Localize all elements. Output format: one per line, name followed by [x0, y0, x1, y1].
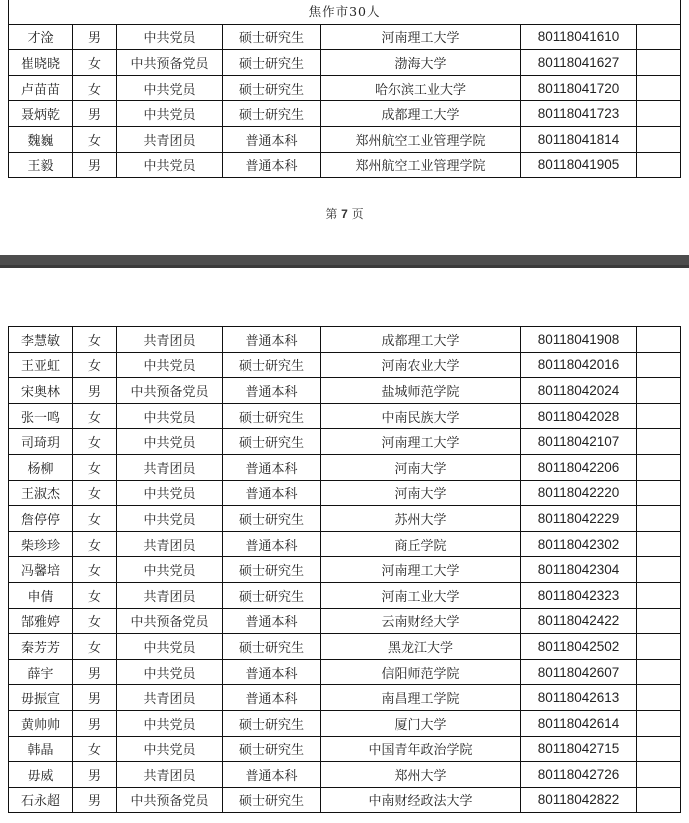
table-row	[9, 75, 681, 101]
school-cell: 河南大学	[321, 480, 521, 506]
school-cell: 郑州航空工业管理学院	[321, 152, 521, 178]
political-status-cell: 共青团员	[117, 685, 223, 711]
political-status-cell: 中共党员	[117, 403, 223, 429]
exam-id-cell: 80118042502	[521, 634, 637, 660]
education-cell: 硕士研究生	[223, 506, 321, 532]
name-cell: 卢苗苗	[9, 75, 73, 101]
blank-cell	[637, 327, 681, 353]
exam-id-cell: 80118042422	[521, 608, 637, 634]
blank-cell	[637, 531, 681, 557]
school-cell: 河南理工大学	[321, 429, 521, 455]
blank-cell	[637, 659, 681, 685]
political-status-cell: 共青团员	[117, 582, 223, 608]
school-cell: 河南大学	[321, 454, 521, 480]
group-header-cell: 焦作市30人	[9, 0, 681, 24]
gender-cell: 女	[73, 506, 117, 532]
footer-suffix: 页	[351, 207, 364, 221]
footer-prefix: 第	[325, 207, 338, 221]
political-status-cell: 共青团员	[117, 531, 223, 557]
name-cell: 詹停停	[9, 506, 73, 532]
gender-cell: 男	[73, 762, 117, 788]
blank-cell	[637, 582, 681, 608]
name-cell: 黄帅帅	[9, 710, 73, 736]
name-cell: 薛宇	[9, 659, 73, 685]
political-status-cell: 中共党员	[117, 101, 223, 127]
education-cell: 普通本科	[223, 659, 321, 685]
table-row	[9, 50, 681, 76]
exam-id-cell: 80118042614	[521, 710, 637, 736]
political-status-cell: 中共党员	[117, 75, 223, 101]
exam-id-cell: 80118042107	[521, 429, 637, 455]
name-cell: 冯馨培	[9, 557, 73, 583]
blank-cell	[637, 152, 681, 178]
name-cell: 韩晶	[9, 736, 73, 762]
school-cell: 中南民族大学	[321, 403, 521, 429]
school-cell: 渤海大学	[321, 50, 521, 76]
name-cell: 申倩	[9, 582, 73, 608]
school-cell: 厦门大学	[321, 710, 521, 736]
page-separator	[0, 255, 689, 268]
education-cell: 普通本科	[223, 327, 321, 353]
school-cell: 哈尔滨工业大学	[321, 75, 521, 101]
table-row	[9, 710, 681, 736]
blank-cell	[637, 710, 681, 736]
exam-id-cell: 80118042715	[521, 736, 637, 762]
name-cell: 毋振宣	[9, 685, 73, 711]
exam-id-cell: 80118041908	[521, 327, 637, 353]
exam-id-cell: 80118042229	[521, 506, 637, 532]
name-cell: 柴珍珍	[9, 531, 73, 557]
blank-cell	[637, 454, 681, 480]
education-cell: 硕士研究生	[223, 634, 321, 660]
school-cell: 苏州大学	[321, 506, 521, 532]
education-cell: 普通本科	[223, 480, 321, 506]
blank-cell	[637, 787, 681, 813]
exam-id-cell: 80118041720	[521, 75, 637, 101]
page-number-footer	[0, 205, 689, 222]
education-cell: 硕士研究生	[223, 403, 321, 429]
gender-cell: 女	[73, 634, 117, 660]
document-page-7	[0, 0, 689, 255]
blank-cell	[637, 685, 681, 711]
political-status-cell: 中共党员	[117, 710, 223, 736]
name-cell: 司琦玥	[9, 429, 73, 455]
gender-cell: 女	[73, 608, 117, 634]
blank-cell	[637, 480, 681, 506]
gender-cell: 女	[73, 327, 117, 353]
blank-cell	[637, 634, 681, 660]
gender-cell: 女	[73, 75, 117, 101]
exam-id-cell: 80118042016	[521, 352, 637, 378]
table-row	[9, 352, 681, 378]
school-cell: 中南财经政法大学	[321, 787, 521, 813]
exam-id-cell: 80118041610	[521, 24, 637, 50]
school-cell: 信阳师范学院	[321, 659, 521, 685]
education-cell: 硕士研究生	[223, 24, 321, 50]
exam-id-cell: 80118042613	[521, 685, 637, 711]
school-cell: 商丘学院	[321, 531, 521, 557]
name-cell: 王亚虹	[9, 352, 73, 378]
political-status-cell: 中共党员	[117, 736, 223, 762]
table-row	[9, 480, 681, 506]
gender-cell: 女	[73, 557, 117, 583]
political-status-cell: 中共党员	[117, 634, 223, 660]
school-cell: 云南财经大学	[321, 608, 521, 634]
political-status-cell: 中共预备党员	[117, 787, 223, 813]
gender-cell: 女	[73, 50, 117, 76]
table-row	[9, 582, 681, 608]
table-row	[9, 608, 681, 634]
political-status-cell: 共青团员	[117, 454, 223, 480]
political-status-cell: 中共党员	[117, 557, 223, 583]
blank-cell	[637, 75, 681, 101]
school-cell: 河南农业大学	[321, 352, 521, 378]
blank-cell	[637, 101, 681, 127]
name-cell: 魏巍	[9, 126, 73, 152]
school-cell: 南昌理工学院	[321, 685, 521, 711]
school-cell: 河南理工大学	[321, 24, 521, 50]
education-cell: 普通本科	[223, 378, 321, 404]
gender-cell: 男	[73, 24, 117, 50]
blank-cell	[637, 429, 681, 455]
table-row	[9, 378, 681, 404]
school-cell: 中国青年政治学院	[321, 736, 521, 762]
table-row	[9, 557, 681, 583]
school-cell: 河南工业大学	[321, 582, 521, 608]
school-cell: 黑龙江大学	[321, 634, 521, 660]
blank-cell	[637, 50, 681, 76]
exam-id-cell: 80118041723	[521, 101, 637, 127]
blank-cell	[637, 762, 681, 788]
gender-cell: 男	[73, 659, 117, 685]
blank-cell	[637, 126, 681, 152]
exam-id-cell: 80118042220	[521, 480, 637, 506]
gender-cell: 女	[73, 126, 117, 152]
table-row	[9, 126, 681, 152]
education-cell: 普通本科	[223, 126, 321, 152]
table-row	[9, 506, 681, 532]
exam-id-cell: 80118042726	[521, 762, 637, 788]
education-cell: 普通本科	[223, 454, 321, 480]
blank-cell	[637, 506, 681, 532]
exam-id-cell: 80118041627	[521, 50, 637, 76]
document-page-8	[0, 268, 689, 823]
gender-cell: 女	[73, 403, 117, 429]
exam-id-cell: 80118041905	[521, 152, 637, 178]
gender-cell: 女	[73, 480, 117, 506]
gender-cell: 女	[73, 582, 117, 608]
blank-cell	[637, 608, 681, 634]
table-row	[9, 762, 681, 788]
political-status-cell: 共青团员	[117, 762, 223, 788]
name-cell: 崔晓晓	[9, 50, 73, 76]
gender-cell: 女	[73, 429, 117, 455]
name-cell: 王毅	[9, 152, 73, 178]
table-row	[9, 787, 681, 813]
education-cell: 普通本科	[223, 685, 321, 711]
blank-cell	[637, 352, 681, 378]
name-cell: 宋奥林	[9, 378, 73, 404]
gender-cell: 男	[73, 101, 117, 127]
gender-cell: 男	[73, 685, 117, 711]
school-cell: 郑州航空工业管理学院	[321, 126, 521, 152]
table-row	[9, 403, 681, 429]
gender-cell: 女	[73, 454, 117, 480]
table-row	[9, 736, 681, 762]
name-cell: 杨柳	[9, 454, 73, 480]
table-row	[9, 152, 681, 178]
exam-id-cell: 80118042206	[521, 454, 637, 480]
education-cell: 硕士研究生	[223, 101, 321, 127]
name-cell: 聂炳乾	[9, 101, 73, 127]
school-cell: 盐城师范学院	[321, 378, 521, 404]
table-row	[9, 531, 681, 557]
exam-id-cell: 80118042607	[521, 659, 637, 685]
name-cell: 秦芳芳	[9, 634, 73, 660]
education-cell: 普通本科	[223, 762, 321, 788]
school-cell: 成都理工大学	[321, 101, 521, 127]
political-status-cell: 中共预备党员	[117, 50, 223, 76]
political-status-cell: 共青团员	[117, 126, 223, 152]
political-status-cell: 共青团员	[117, 327, 223, 353]
education-cell: 普通本科	[223, 152, 321, 178]
name-cell: 毋威	[9, 762, 73, 788]
table-row	[9, 24, 681, 50]
exam-id-cell: 80118042822	[521, 787, 637, 813]
gender-cell: 男	[73, 710, 117, 736]
exam-id-cell: 80118042304	[521, 557, 637, 583]
school-cell: 河南理工大学	[321, 557, 521, 583]
table-row	[9, 659, 681, 685]
blank-cell	[637, 403, 681, 429]
political-status-cell: 中共党员	[117, 506, 223, 532]
group-header-row	[9, 0, 681, 24]
blank-cell	[637, 24, 681, 50]
gender-cell: 女	[73, 531, 117, 557]
political-status-cell: 中共党员	[117, 480, 223, 506]
blank-cell	[637, 378, 681, 404]
exam-id-cell: 80118041814	[521, 126, 637, 152]
gender-cell: 男	[73, 378, 117, 404]
education-cell: 硕士研究生	[223, 75, 321, 101]
political-status-cell: 中共预备党员	[117, 378, 223, 404]
exam-id-cell: 80118042024	[521, 378, 637, 404]
education-cell: 硕士研究生	[223, 352, 321, 378]
political-status-cell: 中共预备党员	[117, 608, 223, 634]
table-row	[9, 685, 681, 711]
political-status-cell: 中共党员	[117, 24, 223, 50]
name-cell: 王淑杰	[9, 480, 73, 506]
name-cell: 才淦	[9, 24, 73, 50]
exam-id-cell: 80118042323	[521, 582, 637, 608]
education-cell: 硕士研究生	[223, 787, 321, 813]
page-number: 7	[341, 207, 348, 221]
name-cell: 石永超	[9, 787, 73, 813]
political-status-cell: 中共党员	[117, 152, 223, 178]
education-cell: 硕士研究生	[223, 710, 321, 736]
table-row	[9, 101, 681, 127]
blank-cell	[637, 557, 681, 583]
table-row	[9, 429, 681, 455]
political-status-cell: 中共党员	[117, 429, 223, 455]
school-cell: 郑州大学	[321, 762, 521, 788]
gender-cell: 男	[73, 787, 117, 813]
education-cell: 硕士研究生	[223, 582, 321, 608]
table-row	[9, 454, 681, 480]
candidate-table-page-8	[8, 326, 681, 813]
education-cell: 硕士研究生	[223, 736, 321, 762]
name-cell: 张一鸣	[9, 403, 73, 429]
gender-cell: 女	[73, 736, 117, 762]
education-cell: 硕士研究生	[223, 50, 321, 76]
table-row	[9, 327, 681, 353]
candidate-table-page-7	[8, 0, 681, 178]
education-cell: 普通本科	[223, 531, 321, 557]
education-cell: 普通本科	[223, 608, 321, 634]
table-row	[9, 634, 681, 660]
education-cell: 硕士研究生	[223, 557, 321, 583]
name-cell: 郜雅婷	[9, 608, 73, 634]
exam-id-cell: 80118042302	[521, 531, 637, 557]
school-cell: 成都理工大学	[321, 327, 521, 353]
education-cell: 硕士研究生	[223, 429, 321, 455]
gender-cell: 女	[73, 352, 117, 378]
blank-cell	[637, 736, 681, 762]
exam-id-cell: 80118042028	[521, 403, 637, 429]
gender-cell: 男	[73, 152, 117, 178]
name-cell: 李慧敏	[9, 327, 73, 353]
political-status-cell: 中共党员	[117, 659, 223, 685]
political-status-cell: 中共党员	[117, 352, 223, 378]
